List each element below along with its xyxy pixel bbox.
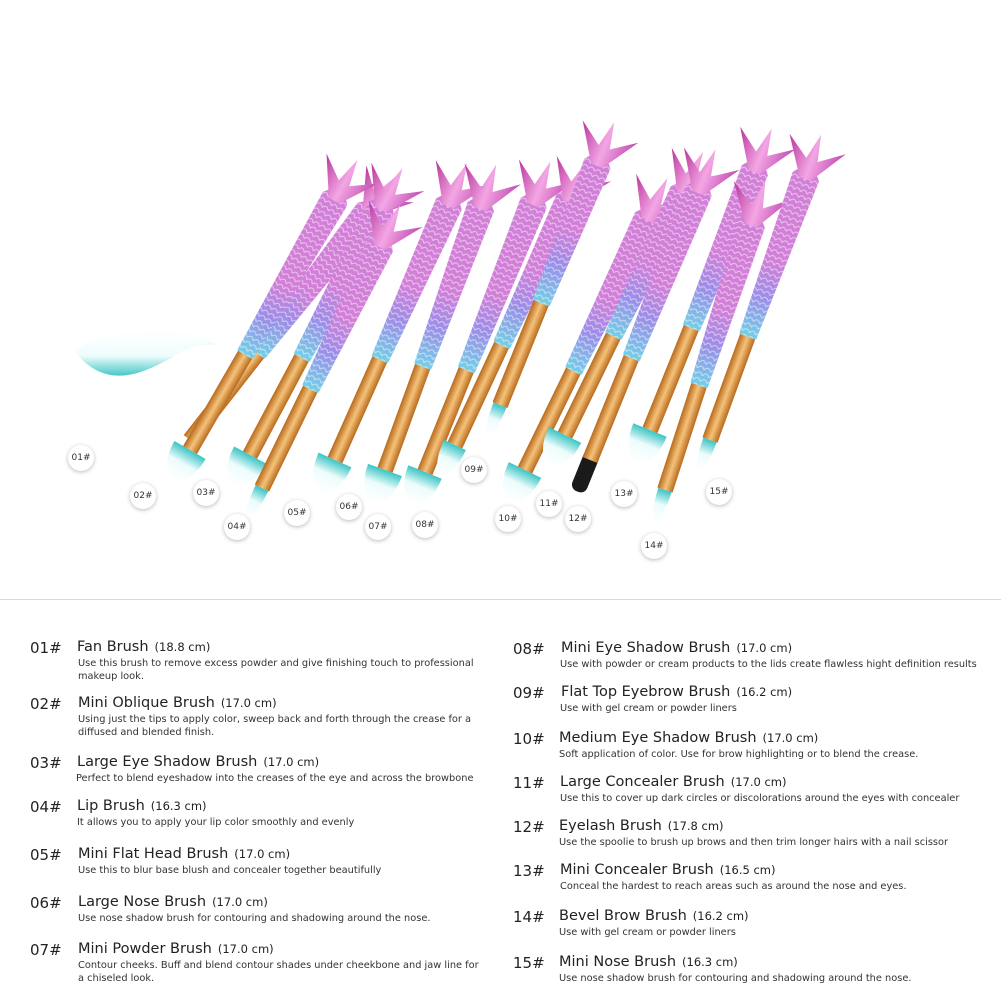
entry-description: Use this to cover up dark circles or discolorations around the eyes with concealer	[560, 793, 960, 804]
entry-size: (17.0 cm)	[217, 942, 274, 956]
entry-name: Lip Brush (16.3 cm)	[77, 798, 207, 814]
entry-size: (16.2 cm)	[736, 685, 793, 699]
entry-description: Contour cheeks. Buff and blend contour shades under cheekbone and jaw line for a chiseled look.	[78, 960, 479, 984]
brush-ferrule	[183, 351, 252, 454]
brush-number-badge: 11#	[536, 491, 562, 517]
brush-number-badge: 10#	[495, 506, 521, 532]
entry-name: Mini Concealer Brush (16.5 cm)	[560, 862, 776, 878]
fan-bristles-fill	[75, 331, 215, 375]
entry-description: Soft application of color. Use for brow highlighting or to blend the crease.	[559, 749, 919, 760]
brush-number-badge: 14#	[641, 533, 667, 559]
entry-size: (17.0 cm)	[730, 775, 787, 789]
entry-number: 14#	[513, 908, 545, 926]
brush-bristles	[356, 464, 401, 508]
entry-name: Mini Eye Shadow Brush (17.0 cm)	[561, 640, 793, 656]
entry-size: (16.3 cm)	[150, 799, 207, 813]
entry-number: 07#	[30, 941, 62, 959]
brush-number-badge: 08#	[412, 512, 438, 538]
entry-name: Flat Top Eyebrow Brush (16.2 cm)	[561, 684, 793, 700]
entry-number: 03#	[30, 754, 62, 772]
entry-description: Use with gel cream or powder liners	[560, 703, 737, 714]
entry-description: Use the spoolie to brush up brows and then trim longer hairs with a nail scissor	[559, 837, 949, 848]
entry-name: Eyelash Brush (17.8 cm)	[559, 818, 724, 834]
brush-number-badge: 12#	[565, 506, 591, 532]
brush-number-badge: 04#	[224, 514, 250, 540]
entry-number: 09#	[513, 684, 545, 702]
brush-number-badge: 01#	[68, 445, 94, 471]
brush-number-badge: 06#	[336, 494, 362, 520]
brush-bristles	[305, 453, 352, 499]
brush-bristles	[396, 465, 442, 510]
entry-size: (17.0 cm)	[234, 847, 291, 861]
brush-number-badge: 05#	[284, 500, 310, 526]
entry-number: 13#	[513, 862, 545, 880]
entry-size: (17.0 cm)	[212, 895, 268, 909]
entry-size: (17.0 cm)	[220, 696, 277, 710]
brush-ferrule	[377, 364, 430, 473]
entry-number: 15#	[513, 954, 545, 972]
entry-description: Use this to blur base blush and concealer together beautifully	[78, 865, 382, 876]
entry-number: 01#	[30, 639, 62, 657]
brush-number-badge: 15#	[706, 479, 732, 505]
brush-bristles	[648, 488, 672, 525]
entry-number: 10#	[513, 730, 545, 748]
brush-number-badge: 03#	[193, 480, 219, 506]
entry-size: (17.0 cm)	[762, 731, 819, 745]
entry-name: Large Concealer Brush (17.0 cm)	[560, 774, 787, 790]
entry-description: Using just the tips to apply color, sweep back and forth through the crease for a diffused and blended finish.	[78, 714, 472, 738]
brush-bristles	[621, 423, 667, 468]
entry-number: 12#	[513, 818, 545, 836]
entry-size: (17.8 cm)	[667, 819, 724, 833]
brush-number-badge: 07#	[365, 514, 391, 540]
entry-number: 08#	[513, 640, 545, 658]
entry-number: 06#	[30, 894, 62, 912]
entry-number: 02#	[30, 695, 62, 713]
entry-name: Large Eye Shadow Brush (17.0 cm)	[77, 754, 320, 770]
entry-size: (17.0 cm)	[263, 755, 320, 769]
entry-name: Bevel Brow Brush (16.2 cm)	[559, 908, 749, 924]
brush-number-badge: 09#	[461, 457, 487, 483]
entry-name: Large Nose Brush (17.0 cm)	[78, 894, 268, 910]
entry-description: Use nose shadow brush for contouring and shadowing around the nose.	[78, 913, 431, 924]
brush-bristles	[692, 438, 717, 475]
entry-size: (16.2 cm)	[692, 909, 749, 923]
brush-handle-scales	[528, 149, 614, 308]
entry-number: 04#	[30, 798, 62, 816]
entry-description: Use with powder or cream products to the lids create flawless hight definition results	[560, 659, 977, 670]
entry-description: Perfect to blend eyeshadow into the creases of the eye and across the browbone	[76, 773, 474, 784]
brush-number-badge: 13#	[611, 481, 637, 507]
brush-ferrule	[328, 356, 387, 463]
brush-number-badge: 02#	[130, 483, 156, 509]
entry-size: (17.0 cm)	[736, 641, 793, 655]
entry-name: Fan Brush (18.8 cm)	[77, 639, 211, 655]
entry-name: Mini Flat Head Brush (17.0 cm)	[78, 846, 291, 862]
entry-description: It allows you to apply your lip color smoothly and evenly	[77, 817, 355, 828]
entry-number: 11#	[513, 774, 545, 792]
entry-size: (16.3 cm)	[682, 955, 738, 969]
entry-description: Conceal the hardest to reach areas such as around the nose and eyes.	[560, 881, 907, 892]
entry-name: Mini Powder Brush (17.0 cm)	[78, 941, 274, 957]
entry-size: (16.5 cm)	[719, 863, 776, 877]
brush-bristles	[481, 402, 507, 439]
entry-name: Mini Nose Brush (16.3 cm)	[559, 954, 738, 970]
entry-description: Use nose shadow brush for contouring and shadowing around the nose.	[559, 973, 912, 984]
entry-description: Use this brush to remove excess powder and give finishing touch to professional makeup look.	[78, 658, 474, 682]
entry-name: Medium Eye Shadow Brush (17.0 cm)	[559, 730, 819, 746]
entry-description: Use with gel cream or powder liners	[559, 927, 736, 938]
section-divider	[0, 599, 1001, 600]
entry-size: (18.8 cm)	[154, 640, 211, 654]
entry-number: 05#	[30, 846, 62, 864]
entry-name: Mini Oblique Brush (17.0 cm)	[78, 695, 277, 711]
